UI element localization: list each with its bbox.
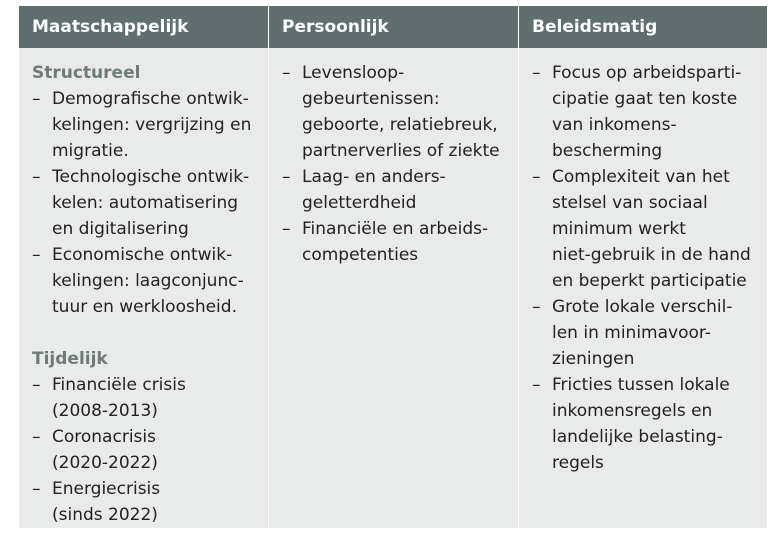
list-item xyxy=(32,476,262,528)
list-item xyxy=(532,60,761,164)
item-line: regels xyxy=(552,453,604,473)
subheading-structureel: Structureel xyxy=(32,63,141,83)
item-line: – Energiecrisis xyxy=(52,479,161,499)
item-line: (sinds 2022) xyxy=(52,505,158,525)
cell-beleidsmatig xyxy=(518,48,767,528)
list-item xyxy=(32,372,262,424)
item-line: zieningen xyxy=(552,349,635,369)
item-line: tuur en werkloosheid. xyxy=(52,297,237,317)
list-structureel xyxy=(32,86,262,320)
list-beleidsmatig xyxy=(532,60,761,476)
item-line: – Grote lokale verschil- xyxy=(552,297,733,317)
item-line: – Economische ontwik- xyxy=(52,245,233,265)
list-item xyxy=(32,242,262,320)
item-line: bescherming xyxy=(552,141,663,161)
cell-persoonlijk xyxy=(268,48,518,528)
item-line: kelen: automatisering xyxy=(52,193,239,213)
item-line: – Financiële crisis xyxy=(52,375,186,395)
item-line: – Technologische ontwik- xyxy=(52,167,250,187)
list-tijdelijk xyxy=(32,372,262,528)
list-item xyxy=(282,216,512,268)
header-beleidsmatig: Beleidsmatig xyxy=(518,6,767,48)
item-line: stelsel van sociaal xyxy=(552,193,708,213)
list-item xyxy=(532,164,761,294)
item-line: – Demografische ontwik- xyxy=(52,89,249,109)
item-line: landelijke belasting- xyxy=(552,427,723,447)
item-line: (2008-2013) xyxy=(52,401,158,421)
header-persoonlijk: Persoonlijk xyxy=(268,6,518,48)
list-item xyxy=(532,294,761,372)
spacer xyxy=(32,320,262,346)
table-header-row xyxy=(19,6,767,48)
item-line: (2020-2022) xyxy=(52,453,158,473)
subheading-tijdelijk: Tijdelijk xyxy=(32,349,108,369)
item-line: – Levensloop- xyxy=(302,63,405,83)
policy-table xyxy=(19,6,767,528)
item-line: inkomensregels en xyxy=(552,401,713,421)
item-line: – Focus op arbeidsparti- xyxy=(552,63,742,83)
header-maatschappelijk: Maatschappelijk xyxy=(32,17,189,37)
list-item xyxy=(32,164,262,242)
list-item xyxy=(282,164,512,216)
item-line: migratie. xyxy=(52,141,129,161)
item-line: len in minimavoor- xyxy=(552,323,711,343)
list-item xyxy=(32,86,262,164)
item-line: competenties xyxy=(302,245,419,265)
item-line: – Laag- en anders- xyxy=(302,167,446,187)
item-line: cipatie gaat ten koste xyxy=(552,89,738,109)
item-line: kelingen: vergrijzing en xyxy=(52,115,252,135)
table-body-row xyxy=(19,48,767,528)
list-item xyxy=(32,424,262,476)
item-line: van inkomens- xyxy=(552,115,677,135)
item-line: geboorte, relatiebreuk, xyxy=(302,115,498,135)
item-line: gebeurtenissen: xyxy=(302,89,440,109)
list-item xyxy=(282,60,512,164)
item-line: niet-gebruik in de hand xyxy=(552,245,751,265)
cell-maatschappelijk xyxy=(19,48,268,528)
item-line: en beperkt participatie xyxy=(552,271,747,291)
item-line: – Financiële en arbeids- xyxy=(302,219,489,239)
list-item xyxy=(532,372,761,476)
item-line: – Coronacrisis xyxy=(52,427,156,447)
item-line: – Fricties tussen lokale xyxy=(552,375,730,395)
item-line: kelingen: laagconjunc- xyxy=(52,271,244,291)
list-persoonlijk xyxy=(282,60,512,268)
item-line: – Complexiteit van het xyxy=(552,167,730,187)
item-line: en digitalisering xyxy=(52,219,189,239)
item-line: partnerverlies of ziekte xyxy=(302,141,500,161)
item-line: minimum werkt xyxy=(552,219,686,239)
item-line: geletterdheid xyxy=(302,193,417,213)
